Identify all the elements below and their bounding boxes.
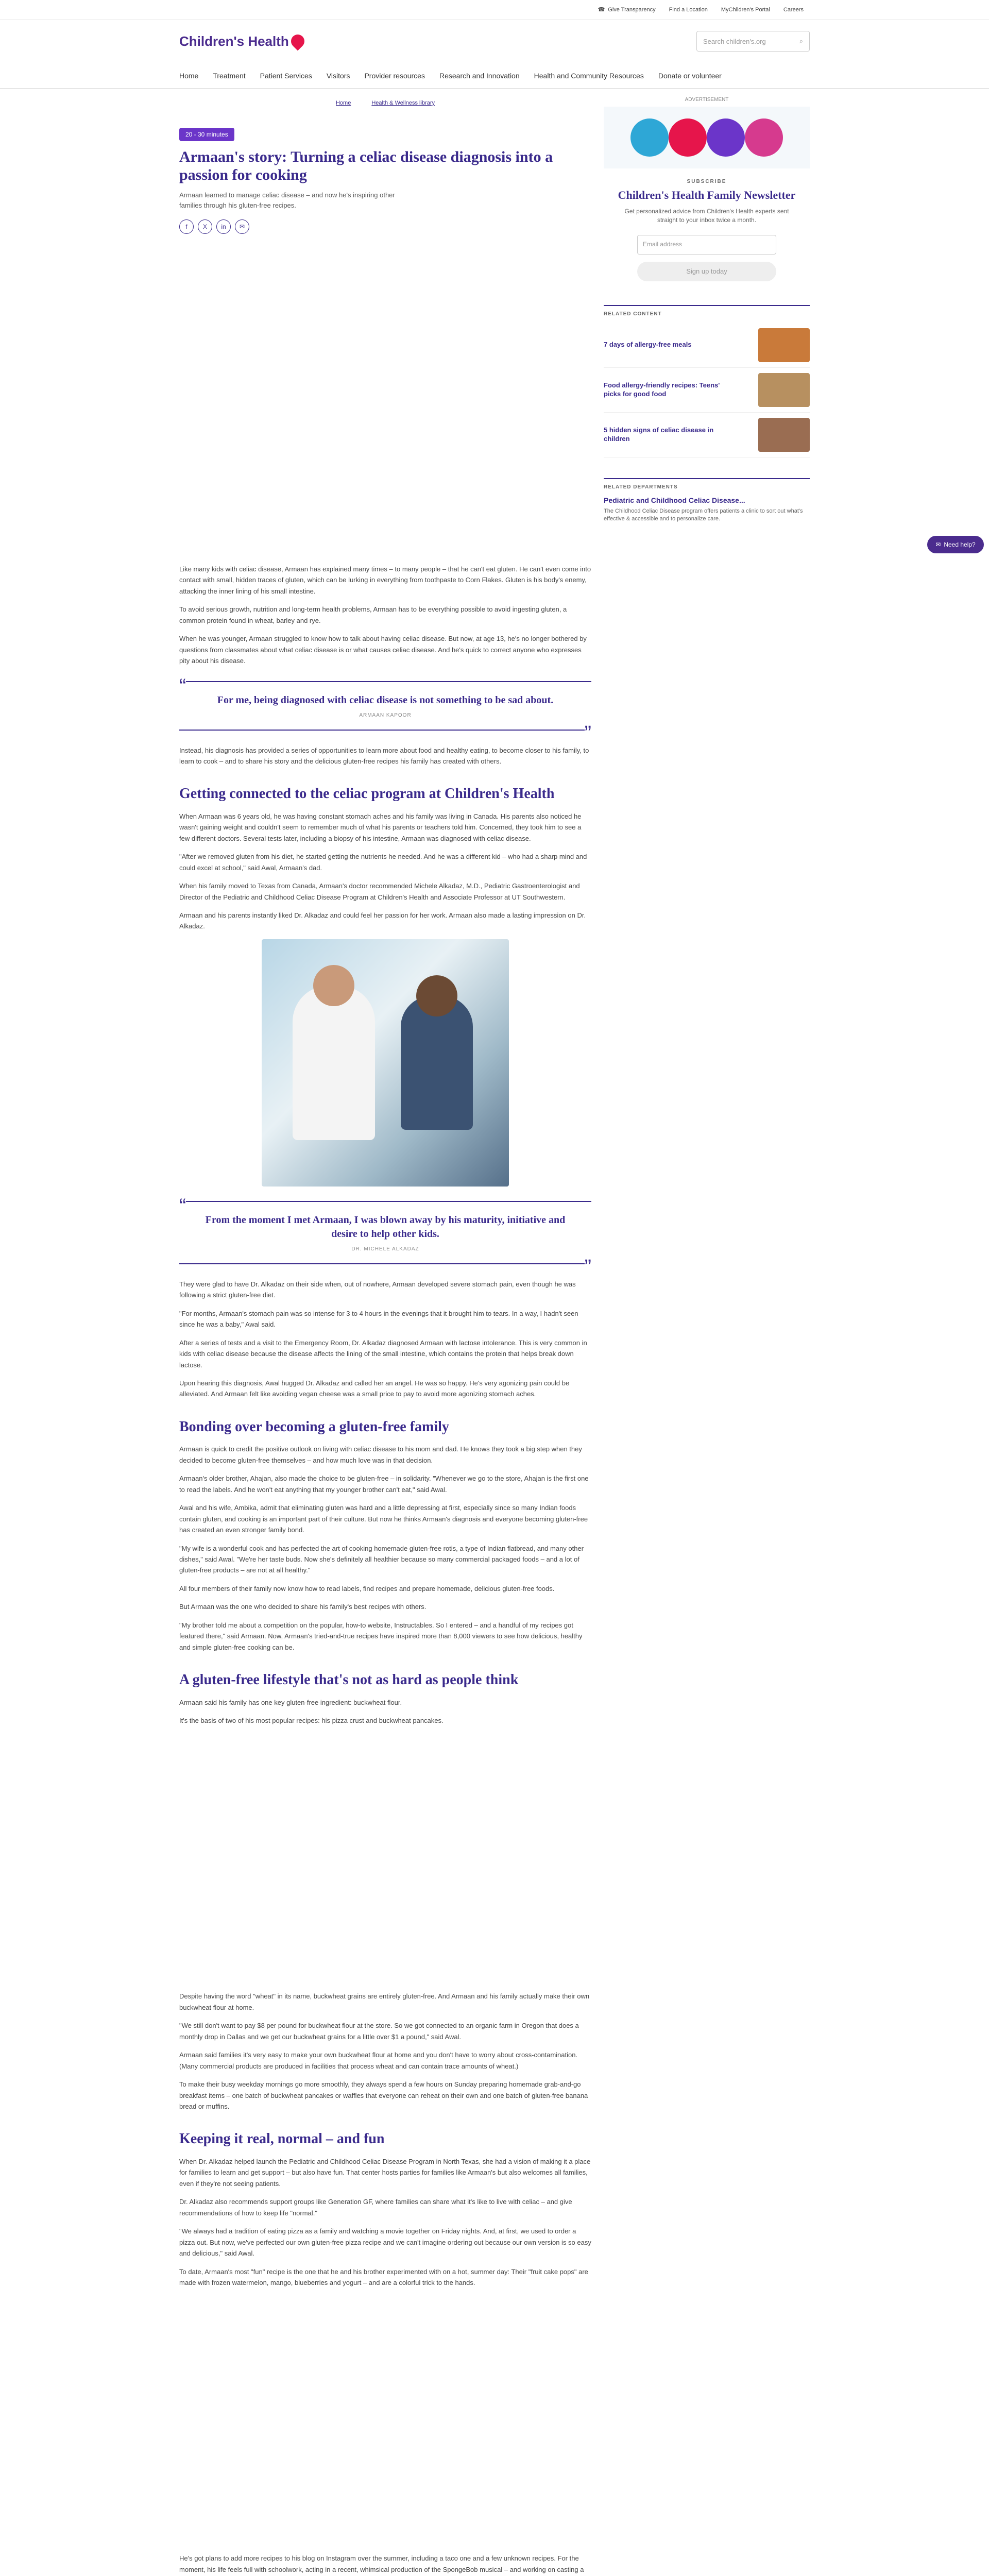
- main-nav: [0, 63, 989, 89]
- content-wrap: [0, 89, 989, 2576]
- paragraph: To date, Armaan's most "fun" recipe is the one that he and his brother experimented with on a hot, summer day: Their "fruit cake pops" are made with frozen watermelon, mango, blueberries and yogurt – and are a colorful trick to the hands.: [179, 2267, 588, 2286]
- heart-pink: [745, 118, 783, 157]
- nav-treatment[interactable]: Treatment: [213, 71, 246, 80]
- nav-donate[interactable]: Donate or volunteer: [658, 71, 722, 80]
- hero-media-area: [179, 244, 591, 564]
- chat-icon: ✉: [935, 541, 941, 548]
- paragraph: To make their busy weekday mornings go more smoothly, they always spend a few hours on Sunday preparing homemade grab-and-go breakfast items – one batch of buckwheat pancakes or waffles that everyone can reheat on their own and one batch of gluten-free banana bread or muffins.: [179, 2080, 588, 2110]
- section-heading: A gluten-free lifestyle that's not as hard as people think: [179, 1672, 519, 1688]
- find-location-link[interactable]: Find a Location: [669, 6, 708, 13]
- related-item[interactable]: 5 hidden signs of celiac disease in children: [604, 413, 810, 457]
- nav-home[interactable]: Home: [179, 71, 199, 80]
- newsletter-hearts: [604, 107, 810, 168]
- doctor-patient-photo: [262, 939, 509, 1187]
- heart-icon: [288, 32, 307, 51]
- pull-quote: “ For me, being diagnosed with celiac disease is not something to be sad about. ARMAAN KAPOOR ”: [179, 674, 591, 744]
- quote-close-icon: ”: [584, 721, 591, 744]
- site-header: [0, 20, 989, 63]
- facebook-icon[interactable]: f: [179, 219, 194, 234]
- department-link[interactable]: Pediatric and Childhood Celiac Disease...: [604, 496, 745, 504]
- paragraph: Dr. Alkadaz also recommends support groups like Generation GF, where families can share what it's like to live with celiac – and give recommendations of how to keep life "normal.": [179, 2198, 572, 2217]
- related-content: RELATED CONTENT 7 days of allergy-free meals Food allergy-friendly recipes: Teens' picks for good food 5 hidden signs of celiac disease in children: [604, 305, 810, 457]
- heart-blue: [630, 118, 669, 157]
- paragraph: Instead, his diagnosis has provided a series of opportunities to learn more about food and healthy eating, to become closer to his family, to learn to cook – and to share his story and the delicious gluten-free recipes his family has created with others.: [179, 746, 589, 765]
- paragraph: To avoid serious growth, nutrition and long-term health problems, Armaan has to be everything possible to avoid ingesting gluten, a common protein found in wheat, barley and rye.: [179, 605, 567, 624]
- article-intro: Armaan learned to manage celiac disease – and now he's inspiring other families through his gluten-free recipes.: [179, 191, 395, 209]
- share-bar: [179, 219, 591, 234]
- paragraph: When Armaan was 6 years old, he was having constant stomach aches and his family was living in Canada. His parents also noticed he wasn't gaining weight and couldn't seem to remember much of what his parents or teachers told him. Concerned, they took him to see a few different doctors. Several tests later, including a biopsy of his intestine, Armaan was diagnosed with celiac disease.: [179, 812, 582, 842]
- twitter-icon[interactable]: X: [198, 219, 212, 234]
- quote-close-icon: ”: [584, 1255, 591, 1278]
- paragraph: "We still don't want to pay $8 per pound for buckwheat flour at the store. So we got connected to an organic farm in Oregon that does a monthly drop in Dallas and we get our buckwheat grains for a little over $1 a pound," said Awal.: [179, 2022, 579, 2041]
- quote-open-icon: “: [179, 1194, 186, 1217]
- paragraph: Upon hearing this diagnosis, Awal hugged Dr. Alkadaz and called her an angel. He was so happy. He's very agonizing pain could be alleviated. And Armaan felt like avoiding vegan cheese was a small price to pay to avoid more agonizing stomach aches.: [179, 1379, 570, 1398]
- nav-health-resources[interactable]: Health and Community Resources: [534, 71, 644, 80]
- section-heading: Bonding over becoming a gluten-free family: [179, 1418, 449, 1435]
- related-thumb: [758, 328, 810, 362]
- paragraph: Armaan said families it's very easy to make your own buckwheat flour at home and you don't have to worry about cross-contamination. (Many commercial products are produced in facilities that process wheat and can contain trace amounts of wheat.): [179, 2051, 578, 2070]
- paragraph: Despite having the word "wheat" in its name, buckwheat grains are entirely gluten-free. And Armaan and his family actually make their own buckwheat flour at home.: [179, 1992, 590, 2011]
- breadcrumb: [179, 100, 591, 106]
- article: [179, 89, 591, 2576]
- related-item[interactable]: 7 days of allergy-free meals: [604, 323, 810, 368]
- search-input[interactable]: Search children's.org ⌕: [696, 31, 810, 52]
- paragraph: "My brother told me about a competition on the popular, how-to website, Instructables. So I entered – and a handful of my recipes got featured there," said Armaan. Now, Armaan's tried-and-true recipes have inspired more than 8,000 viewers to see how delicious, healthy and simple gluten-free cooking can be.: [179, 1621, 583, 1651]
- email-icon[interactable]: ✉: [235, 219, 249, 234]
- newsletter-box: [604, 97, 810, 281]
- read-time-badge: 20 - 30 minutes: [179, 128, 234, 141]
- paragraph: He's got plans to add more recipes to his blog on Instagram over the summer, including a taco one and a few unknown recipes. For the moment, his life feels full with schoolwork, acting in a recent, whimsical production of the SpongeBob musical – and working on casting a: [179, 2554, 584, 2573]
- embedded-media-area: [179, 2295, 591, 2553]
- paragraph: When his family moved to Texas from Canada, Armaan's doctor recommended Michele Alkadaz, M.D., Pediatric Gastroenterologist and Director of the Pediatric and Childhood Celiac Disease Program at Children's Health and Associate Professor at UT Southwestern.: [179, 882, 580, 901]
- paragraph: "For months, Armaan's stomach pain was so intense for 3 to 4 hours in the evenings that it brought him to tears. In a way, I hadn't seen since he was a baby," Awal said.: [179, 1309, 578, 1329]
- section-heading: Keeping it real, normal – and fun: [179, 2131, 385, 2147]
- paragraph: When he was younger, Armaan struggled to know how to talk about having celiac disease. But now, at age 13, he's no longer bothered by questions from classmates about what celiac disease is or what causes celiac disease. And he's quick to correct anyone who expresses pity about his disease.: [179, 635, 587, 665]
- breadcrumb-library[interactable]: Health & Wellness library: [371, 100, 435, 106]
- paragraph: Armaan is quick to credit the positive outlook on living with celiac disease to his mom and dad. He knows they took a big step when they decided to become gluten-free themselves – and how much love was in that decision.: [179, 1445, 582, 1464]
- nav-research[interactable]: Research and Innovation: [439, 71, 520, 80]
- paragraph: Armaan's older brother, Ahajan, also made the choice to be gluten-free – in solidarity. "Whenever we go to the store, Ahajan is the first one to read the labels. And he won't eat anything that my younger brother can't eat," said Awal.: [179, 1475, 589, 1494]
- breadcrumb-home[interactable]: Home: [335, 100, 351, 106]
- related-thumb: [758, 418, 810, 452]
- paragraph: Armaan and his parents instantly liked Dr. Alkadaz and could feel her passion for her work. Armaan also made a lasting impression on Dr. Alkadaz.: [179, 911, 586, 930]
- paragraph: All four members of their family now know how to read labels, find recipes and prepare homemade, delicious gluten-free foods.: [179, 1584, 555, 1592]
- signup-button[interactable]: Sign up today: [637, 262, 776, 281]
- paragraph: "We always had a tradition of eating pizza as a family and watching a movie together on Friday nights. And, at first, we used to order a pizza out. But now, we've perfected our own gluten-free pizza recipe and we can't imagine ordering out because our own version is so easy and delicious," said Awal.: [179, 2227, 591, 2258]
- related-departments: RELATED DEPARTMENTS Pediatric and Childhood Celiac Disease... The Childhood Celiac Disease program offers patients a clinic to sort out what's effective & accessible and to personalize care.: [604, 478, 810, 523]
- paragraph: "After we removed gluten from his diet, he started getting the nutrients he needed. And he was a different kid – who had a sharp mind and could excel at school," said Awal, Armaan's dad.: [179, 853, 587, 872]
- paragraph: But Armaan was the one who decided to share his family's best recipes with others.: [179, 1603, 427, 1611]
- portal-link[interactable]: MyChildren's Portal: [721, 6, 770, 13]
- need-help-button[interactable]: ✉ Need help?: [927, 536, 984, 553]
- paragraph: It's the basis of two of his most popular recipes: his pizza crust and buckwheat pancakes.: [179, 1717, 444, 1725]
- heart-purple: [707, 118, 745, 157]
- paragraph: After a series of tests and a visit to the Emergency Room, Dr. Alkadaz diagnosed Armaan with lactose intolerance. This is very common in kids with celiac disease because the disease affects the lining of the small intestine, which contains the protein that helps break down lactose.: [179, 1338, 587, 1369]
- embedded-media-area: [179, 1733, 591, 1991]
- section-heading: Getting connected to the celiac program at Children's Health: [179, 786, 555, 802]
- related-thumb: [758, 373, 810, 407]
- search-icon: ⌕: [799, 37, 803, 45]
- give-transparency-link[interactable]: ☎ Give Transparency: [598, 6, 656, 13]
- heart-red: [669, 118, 707, 157]
- page-title: Armaan's story: Turning a celiac disease diagnosis into a passion for cooking: [179, 148, 553, 183]
- email-field[interactable]: Email address: [637, 235, 776, 255]
- newsletter-form: SUBSCRIBE Children's Health Family Newsletter Get personalized advice from Children's Health experts sent straight to your inbox twice a month. Email address Sign up today: [604, 179, 810, 281]
- nav-visitors[interactable]: Visitors: [326, 71, 350, 80]
- linkedin-icon[interactable]: in: [216, 219, 231, 234]
- paragraph: Awal and his wife, Ambika, admit that eliminating gluten was hard and a little depressing at first, especially since so many Indian foods contain gluten, and cooking is an important part of their culture. But now he thinks Armaan's diagnosis and everyone becoming gluten-free has created an even stronger family bond.: [179, 1504, 588, 1534]
- nav-patient-services[interactable]: Patient Services: [260, 71, 312, 80]
- nav-provider-resources[interactable]: Provider resources: [364, 71, 425, 80]
- related-item[interactable]: Food allergy-friendly recipes: Teens' picks for good food: [604, 368, 810, 413]
- paragraph: They were glad to have Dr. Alkadaz on their side when, out of nowhere, Armaan developed severe stomach pain, even though he was following a strict gluten-free diet.: [179, 1280, 576, 1299]
- utility-bar: [0, 0, 989, 20]
- ad-label: ADVERTISEMENT: [685, 97, 729, 103]
- paragraph: When Dr. Alkadaz helped launch the Pediatric and Childhood Celiac Disease Program in North Texas, she had a vision of making it a place for families to learn and get support – but also have fun. That center hosts parties for families like Armaan's but also welcomes all families, even if they're not seeing patients.: [179, 2158, 591, 2188]
- paragraph: "My wife is a wonderful cook and has perfected the art of cooking homemade gluten-free rotis, a type of Indian flatbread, and many other dishes," said Awal. "We're her taste buds. Now she's definitely all healthier because so many commercial packaged foods – and a lot of gluten-free products – are not at all healthy.": [179, 1544, 584, 1574]
- careers-link[interactable]: Careers: [783, 6, 804, 13]
- paragraph: Armaan said his family has one key gluten-free ingredient: buckwheat flour.: [179, 1698, 402, 1706]
- paragraph: Like many kids with celiac disease, Armaan has explained many times – to many people – that he can't eat gluten. He can't even come into contact with small, hidden traces of gluten, which can be lurking in everything from toothpaste to Corn Flakes. Gluten is his body's enemy, attacking the inner lining of his small intestine.: [179, 565, 591, 595]
- pull-quote: “ From the moment I met Armaan, I was blown away by his maturity, initiative and desire to help other kids. DR. MICHELE ALKADAZ ”: [179, 1194, 591, 1278]
- phone-icon: ☎: [598, 7, 605, 13]
- quote-open-icon: “: [179, 674, 186, 698]
- site-logo[interactable]: Children's Health: [179, 33, 304, 49]
- sidebar: [604, 89, 810, 2576]
